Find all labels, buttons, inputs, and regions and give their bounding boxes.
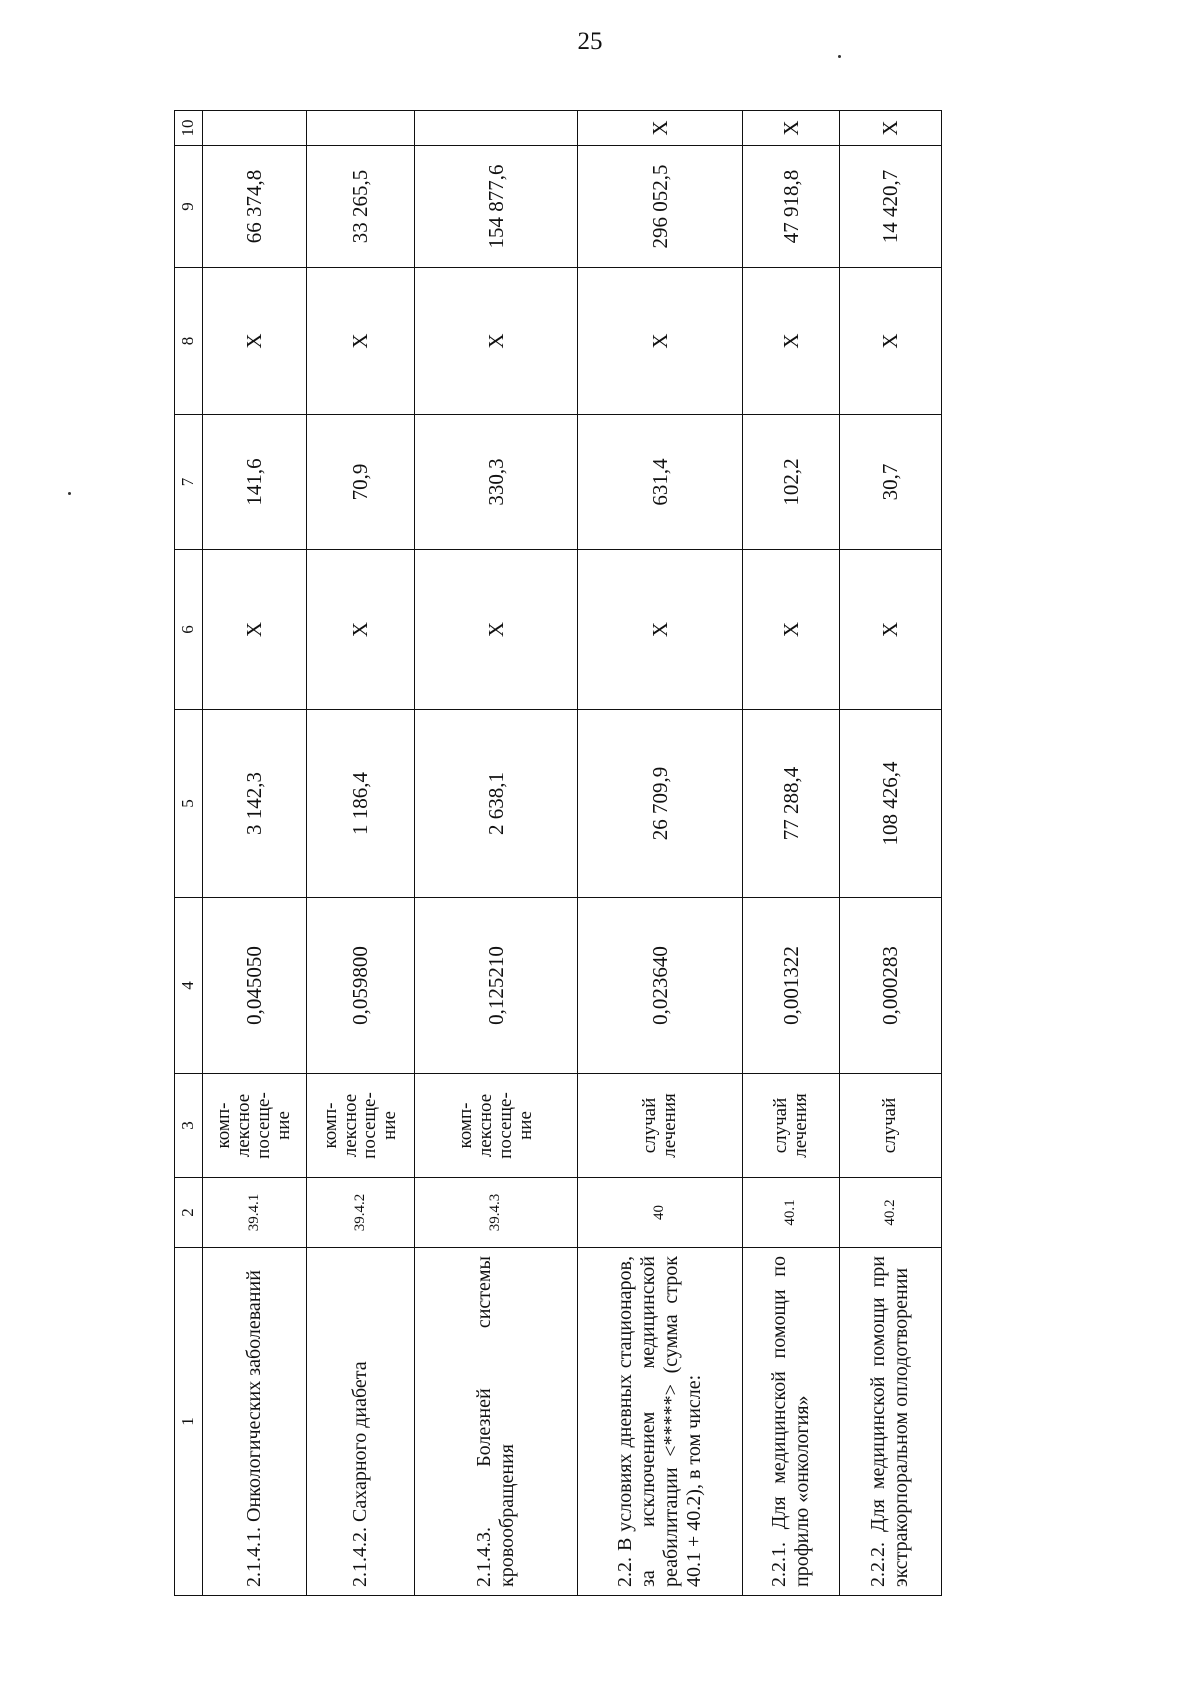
cell-c10 [414, 111, 577, 146]
data-table [174, 110, 942, 1596]
cell-c7: 330,3 [414, 415, 577, 550]
column-header: 10 [175, 111, 203, 146]
cell-c8: X [839, 268, 941, 415]
table-row [414, 111, 577, 1596]
cell-unit: комп-лексное посеще-ние [414, 1074, 577, 1178]
cell-c9: 14 420,7 [839, 146, 941, 268]
cell-code: 39.4.1 [202, 1178, 307, 1248]
cell-c6: X [577, 550, 742, 710]
cell-c4: 0,001322 [742, 898, 839, 1074]
cell-c7: 102,2 [742, 415, 839, 550]
table-row [742, 111, 839, 1596]
header-row [175, 111, 203, 1596]
cell-c9: 154 877,6 [414, 146, 577, 268]
cell-c7: 141,6 [202, 415, 307, 550]
cell-c10: X [839, 111, 941, 146]
cell-c8: X [202, 268, 307, 415]
cell-c9: 296 052,5 [577, 146, 742, 268]
cell-c10 [307, 111, 415, 146]
cell-c5: 3 142,3 [202, 710, 307, 898]
cell-unit: комп-лексное посеще-ние [202, 1074, 307, 1178]
cell-unit: случай лечения [577, 1074, 742, 1178]
cell-c6: X [839, 550, 941, 710]
column-header: 8 [175, 268, 203, 415]
column-header: 4 [175, 898, 203, 1074]
cell-c9: 66 374,8 [202, 146, 307, 268]
cell-code: 40 [577, 1178, 742, 1248]
cell-c4: 0,045050 [202, 898, 307, 1074]
cell-unit: комп-лексное посеще-ние [307, 1074, 415, 1178]
cell-code: 39.4.3 [414, 1178, 577, 1248]
cell-name: 2.2.1. Для медицинской помощи по профилю «онкология» [742, 1248, 839, 1596]
cell-c10 [202, 111, 307, 146]
cell-c5: 108 426,4 [839, 710, 941, 898]
page-number: 25 [577, 28, 603, 55]
cell-c8: X [307, 268, 415, 415]
cell-code: 39.4.2 [307, 1178, 415, 1248]
table-row [307, 111, 415, 1596]
cell-c4: 0,125210 [414, 898, 577, 1074]
cell-name: 2.1.4.3. Болезней системы кровообращения [414, 1248, 577, 1596]
cell-name: 2.1.4.2. Сахарного диабета [307, 1248, 415, 1596]
cell-c8: X [742, 268, 839, 415]
cell-c8: X [577, 268, 742, 415]
cell-c4: 0,000283 [839, 898, 941, 1074]
table-row [839, 111, 941, 1596]
cell-name: 2.2. В условиях дневных стационаров, за исключением медицинской реабилитации <*****> (сумма строк 40.1 + 40.2), в том числе: [577, 1248, 742, 1596]
cell-c4: 0,023640 [577, 898, 742, 1074]
column-header: 2 [175, 1178, 203, 1248]
cell-c6: X [414, 550, 577, 710]
cell-c7: 70,9 [307, 415, 415, 550]
column-header: 3 [175, 1074, 203, 1178]
cell-c6: X [742, 550, 839, 710]
cell-c6: X [307, 550, 415, 710]
column-header: 7 [175, 415, 203, 550]
cell-unit: случай лечения [742, 1074, 839, 1178]
cell-c10: X [577, 111, 742, 146]
cell-c7: 631,4 [577, 415, 742, 550]
cell-c5: 1 186,4 [307, 710, 415, 898]
cell-name: 2.2.2. Для медицинской помощи при экстракорпоральном оплодотворении [839, 1248, 941, 1596]
cell-c5: 77 288,4 [742, 710, 839, 898]
column-header: 1 [175, 1248, 203, 1596]
cell-code: 40.2 [839, 1178, 941, 1248]
cell-c5: 26 709,9 [577, 710, 742, 898]
cell-c4: 0,059800 [307, 898, 415, 1074]
cell-c5: 2 638,1 [414, 710, 577, 898]
cell-c10: X [742, 111, 839, 146]
cell-c7: 30,7 [839, 415, 941, 550]
column-header: 6 [175, 550, 203, 710]
table-row [577, 111, 742, 1596]
cell-c9: 47 918,8 [742, 146, 839, 268]
cell-name: 2.1.4.1. Онкологических заболеваний [202, 1248, 307, 1596]
column-header: 5 [175, 710, 203, 898]
rotated-table-container [174, 111, 942, 1596]
scan-speck [68, 492, 71, 495]
cell-c8: X [414, 268, 577, 415]
column-header: 9 [175, 146, 203, 268]
scan-speck [838, 55, 841, 58]
cell-c9: 33 265,5 [307, 146, 415, 268]
cell-unit: случай [839, 1074, 941, 1178]
cell-code: 40.1 [742, 1178, 839, 1248]
cell-c6: X [202, 550, 307, 710]
table-row [202, 111, 307, 1596]
